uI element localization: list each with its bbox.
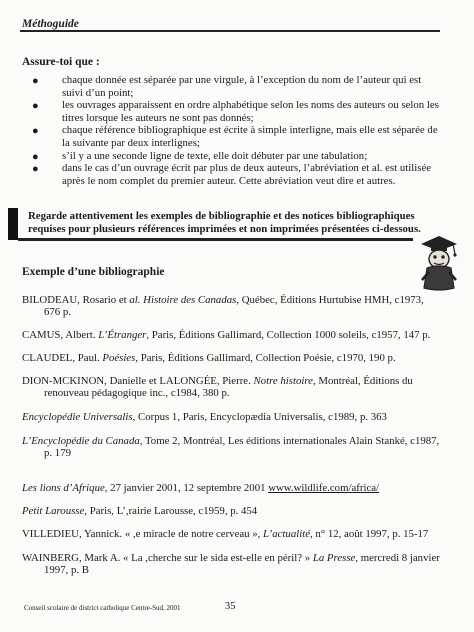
bib-entry: CAMUS, Albert. L’Étranger, Paris, Éditions Gallimard, Collection 1000 soleils, c1957, 147 p. [22, 329, 431, 341]
bib-entry: BILODEAU, Rosario et al. Histoire des Canadas, Québec, Éditions Hurtubise HMH, c1973, 676 p. [22, 294, 424, 319]
callout-box [8, 208, 421, 240]
bib-entry: DION-MCKINON, Danielle et LALONGÉE, Pierre. Notre histoire, Montréal, Éditions du renouveau pédagogique inc., c1984, 380 p. [22, 375, 413, 400]
rule-item [22, 99, 440, 124]
callout-bar [8, 208, 18, 240]
callout-underline [18, 238, 413, 241]
rule-item [22, 124, 440, 149]
assure-heading: Assure-toi que : [22, 56, 100, 68]
page-number: 35 [225, 601, 236, 612]
rule-text: chaque référence bibliographique est écrite à simple interligne, mais elle est séparée de la suivante par deux interlignes; [62, 124, 438, 149]
bib-entry: Petit Larousse, Paris, L’,rairie Larousse, c1959, p. 454 [22, 505, 258, 517]
graduate-mascot-icon [417, 232, 461, 292]
rule-item [22, 150, 440, 163]
bib-entry: VILLEDIEU, Yannick. « ,e miracle de notre cerveau », L’actualité, n° 12, août 1997, p. 15-17 [22, 528, 429, 540]
example-title: Exemple d’une bibliographie [22, 266, 165, 278]
bullet-icon: ● [32, 100, 39, 113]
bullet-icon: ● [32, 125, 39, 138]
bib-entry: Encyclopédie Universalis, Corpus 1, Paris, Encyclopædia Universalis, c1989, p. 363 [22, 411, 387, 423]
bib-entry: WAINBERG, Mark A. « La ,cherche sur le sida est-elle en péril? » La Presse, mercredi 8 janvier 1997, p. B [22, 552, 440, 577]
bib-entry: Les lions d’Afrique, 27 janvier 2001, 12 septembre 2001 www.wildlife.com/africa/ [22, 482, 380, 494]
wildlife-link[interactable]: www.wildlife.com/africa/ [268, 482, 380, 494]
bullet-icon: ● [32, 75, 39, 87]
callout-text: Regarde attentivement les exemples de bibliographie et des notices bibliographiques requises pour plusieurs références imprimées et non imprimées présentées ci-dessous. [28, 210, 421, 235]
rule-item [22, 162, 440, 187]
bib-entry: L’Encyclopédie du Canada, Tome 2, Montréal, Les éditions internationales Alain Stanké, c1987, p. 179 [22, 435, 440, 460]
rule-text: s’il y a une seconde ligne de texte, elle doit débuter par une tabulation; [62, 149, 368, 162]
bullet-icon: ● [32, 150, 39, 163]
rule-text: dans le cas d’un ouvrage écrit par plus de deux auteurs, l’abréviation et al. est utilisée après le nom complet du premier auteur. Cette abréviation veut dire et autres. [62, 162, 432, 187]
rule-text: les ouvrages apparaissent en ordre alphabétique selon les noms des auteurs ou selon les titres lorsque les auteurs ne sont pas donnés; [62, 99, 439, 124]
bullet-icon: ● [32, 163, 39, 176]
page-header-title: Méthoguide [22, 18, 79, 30]
footer-credit: Conseil scolaire de district catholique Centre-Sud, 2001 [24, 604, 181, 612]
rules-list [22, 74, 440, 187]
rule-text: chaque donnée est séparée par une virgule, à l’exception du nom de l’auteur qui est suivi d’un point; [62, 74, 422, 99]
rule-item [22, 74, 440, 99]
header-divider [20, 30, 440, 32]
bib-entry: CLAUDEL, Paul. Poésies, Paris, Éditions Gallimard, Collection Poésie, c1970, 190 p. [22, 352, 396, 364]
